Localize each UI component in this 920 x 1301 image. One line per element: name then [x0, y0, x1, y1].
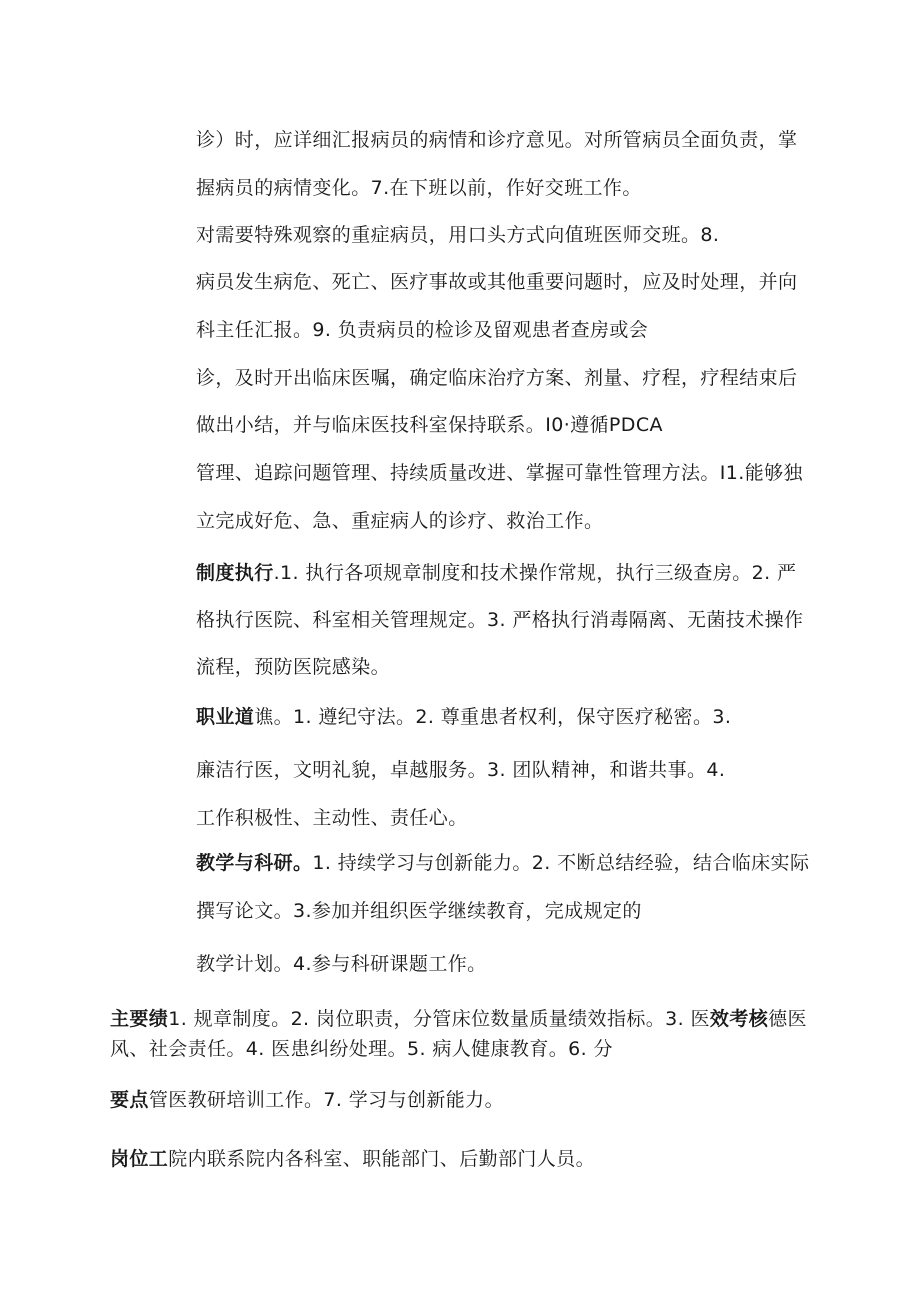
- section-heading: 岗位工: [110, 1148, 169, 1170]
- text-line: 立完成好危、急、重症病人的诊疗、救治工作。: [196, 510, 604, 532]
- text-line: 对需要特殊观察的重症病员，用口头方式向值班医师交班。8.: [196, 224, 720, 246]
- section-key-points: 要点管医教研培训工作。7. 学习与创新能力。: [110, 1089, 504, 1111]
- section-system-execution: 制度执行.1. 执行各项规章制度和技术操作常规，执行三级查房。2. 严: [196, 562, 797, 584]
- section-job-contacts: 岗位工院内联系院内各科室、职能部门、后勤部门人员。: [110, 1148, 596, 1170]
- section-heading: 职业道: [196, 706, 255, 728]
- text-line: 做出小结，并与临床医技科室保持联系。I0·遵循PDCA: [196, 414, 663, 436]
- section-performance-assessment: 主要绩1. 规章制度。2. 岗位职责，分管床位数量质量绩效指标。3. 医效考核德医: [110, 1008, 807, 1030]
- text-line: 风、社会责任。4. 医患纠纷处理。5. 病人健康教育。6. 分: [110, 1038, 613, 1060]
- text-line: 撰写论文。3.参加并组织医学继续教育，完成规定的: [196, 900, 642, 922]
- text-line: 病员发生病危、死亡、医疗事故或其他重要问题时，应及时处理，并向: [196, 271, 798, 293]
- text-line: 廉洁行医，文明礼貌，卓越服务。3. 团队精神，和谐共事。4.: [196, 759, 726, 781]
- text-line: 管理、追踪问题管理、持续质量改进、掌握可靠性管理方法。I1.能够独: [196, 462, 803, 484]
- text-line: 格执行医院、科室相关管理规定。3. 严格执行消毒隔离、无菌技术操作: [196, 609, 804, 631]
- section-heading: 教学与科研。: [196, 852, 313, 874]
- section-heading: 要点: [110, 1089, 149, 1111]
- section-professional-ethics: 职业道谯。1. 遵纪守法。2. 尊重患者权利，保守医疗秘密。3.: [196, 706, 732, 728]
- section-heading: 效考核: [709, 1008, 769, 1030]
- text-line: 教学计划。4.参与科研课题工作。: [196, 953, 487, 975]
- text-line: 流程，预防医院感染。: [196, 656, 391, 678]
- section-heading: 主要绩: [110, 1008, 169, 1030]
- text-line: 科主任汇报。9. 负责病员的检诊及留观患者查房或会: [196, 319, 649, 341]
- section-heading: 制度执行: [196, 562, 274, 584]
- text-line: 诊）时，应详细汇报病员的病情和诊疗意见。对所管病员全面负责，掌: [196, 129, 798, 151]
- text-line: 握病员的病情变化。7.在下班以前，作好交班工作。: [196, 177, 642, 199]
- text-line: 诊，及时开出临床医嘱，确定临床治疗方案、剂量、疗程，疗程结束后: [196, 367, 798, 389]
- text-line: 工作积极性、主动性、责任心。: [196, 807, 468, 829]
- section-teaching-research: 教学与科研。1. 持续学习与创新能力。2. 不断总结经验，结合临床实际: [196, 852, 810, 874]
